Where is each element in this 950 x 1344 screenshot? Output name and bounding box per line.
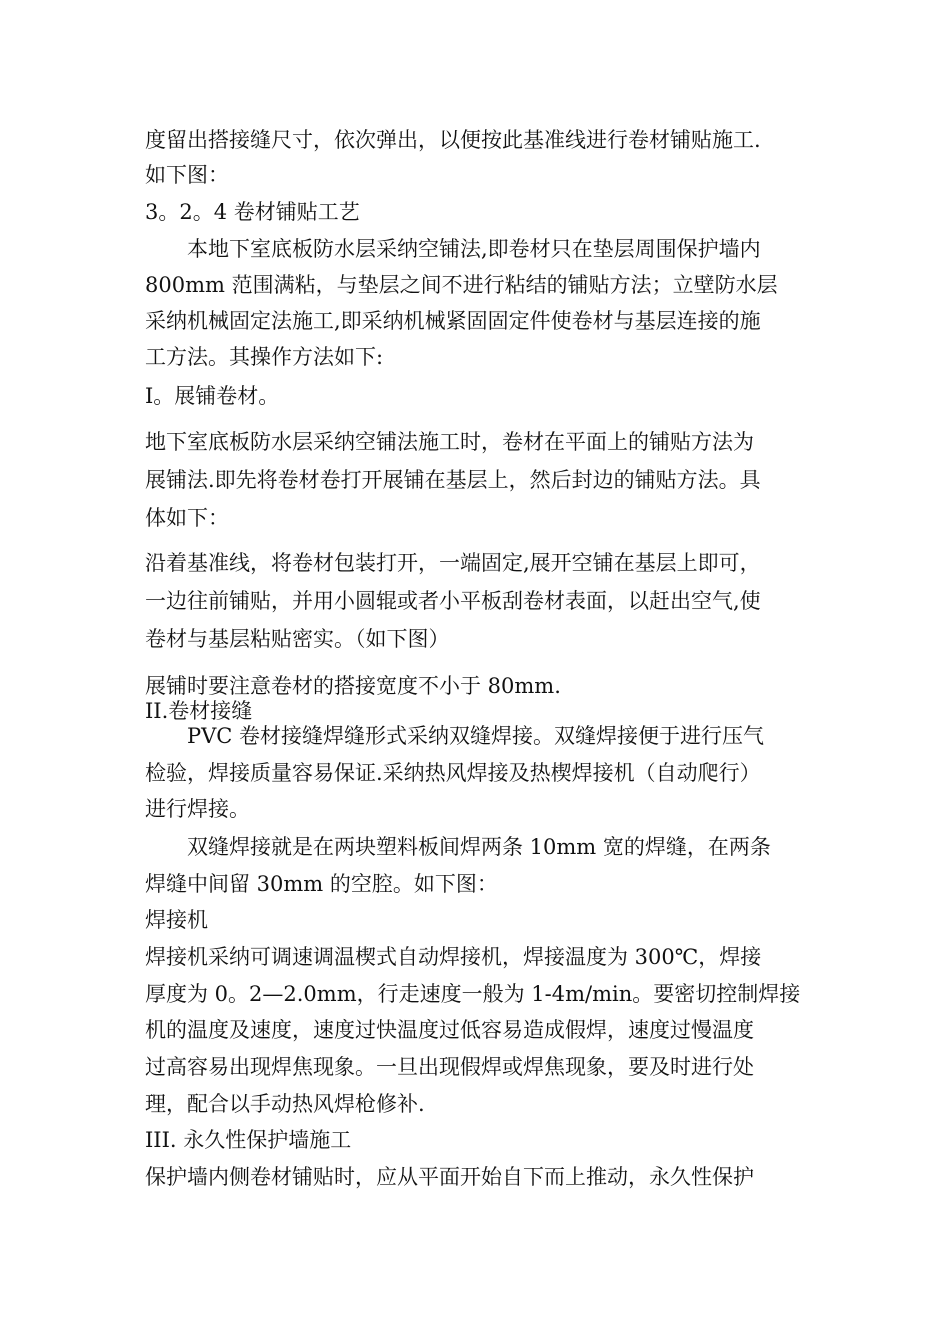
- paragraph-line: 一边往前铺贴，并用小圆辊或者小平板刮卷材表面，以赶出空气,使: [145, 589, 761, 613]
- subsection-heading: III. 永久性保护墙施工: [145, 1128, 352, 1152]
- paragraph-line: 卷材与基层粘贴密实。（如下图）: [145, 627, 450, 651]
- paragraph-line: 机的温度及速度，速度过快温度过低容易造成假焊，速度过慢温度: [145, 1018, 754, 1042]
- paragraph-line: 沿着基准线，将卷材包装打开，一端固定,展开空铺在基层上即可，: [145, 551, 761, 575]
- subsection-heading: II.卷材接缝: [145, 699, 253, 723]
- section-heading: 3。2。4 卷材铺贴工艺: [145, 200, 360, 224]
- paragraph-line: 展铺时要注意卷材的搭接宽度不小于 80mm.: [145, 674, 561, 698]
- paragraph-line: 过高容易出现焊焦现象。一旦出现假焊或焊焦现象，要及时进行处: [145, 1055, 754, 1079]
- paragraph-line: 双缝焊接就是在两块塑料板间焊两条 10mm 宽的焊缝，在两条: [187, 835, 771, 859]
- paragraph-line: 800mm 范围满粘，与垫层之间不进行粘结的铺贴方法；立壁防水层: [145, 273, 778, 297]
- paragraph-line: 保护墙内侧卷材铺贴时，应从平面开始自下而上推动，永久性保护: [145, 1165, 754, 1189]
- subsection-heading: I。展铺卷材。: [145, 384, 280, 408]
- subsection-heading: 焊接机: [145, 908, 208, 932]
- paragraph-line: 理，配合以手动热风焊枪修补.: [145, 1092, 425, 1116]
- paragraph-line: 焊缝中间留 30mm 的空腔。如下图：: [145, 872, 498, 896]
- paragraph-line: 进行焊接。: [145, 797, 250, 821]
- paragraph-line: 度留出搭接缝尺寸，依次弹出，以便按此基准线进行卷材铺贴施工.: [145, 128, 761, 152]
- paragraph-line: 如下图：: [145, 163, 229, 187]
- paragraph-line: 体如下：: [145, 506, 229, 530]
- paragraph-line: 工方法。其操作方法如下:: [145, 345, 384, 369]
- paragraph-line: PVC 卷材接缝焊缝形式采纳双缝焊接。双缝焊接便于进行压气: [187, 724, 765, 748]
- paragraph-line: 地下室底板防水层采纳空铺法施工时，卷材在平面上的铺贴方法为: [145, 430, 754, 454]
- paragraph-line: 本地下室底板防水层采纳空铺法,即卷材只在垫层周围保护墙内: [187, 237, 761, 261]
- paragraph-line: 采纳机械固定法施工,即采纳机械紧固固定件使卷材与基层连接的施: [145, 309, 761, 333]
- paragraph-line: 展铺法.即先将卷材卷打开展铺在基层上，然后封边的铺贴方法。具: [145, 468, 761, 492]
- paragraph-line: 厚度为 0。2—2.0mm，行走速度一般为 1-4m/min。要密切控制焊接: [145, 982, 801, 1006]
- paragraph-line: 焊接机采纳可调速调温楔式自动焊接机，焊接温度为 300℃，焊接: [145, 945, 762, 969]
- paragraph-line: 检验，焊接质量容易保证.采纳热风焊接及热楔焊接机（自动爬行）: [145, 761, 761, 785]
